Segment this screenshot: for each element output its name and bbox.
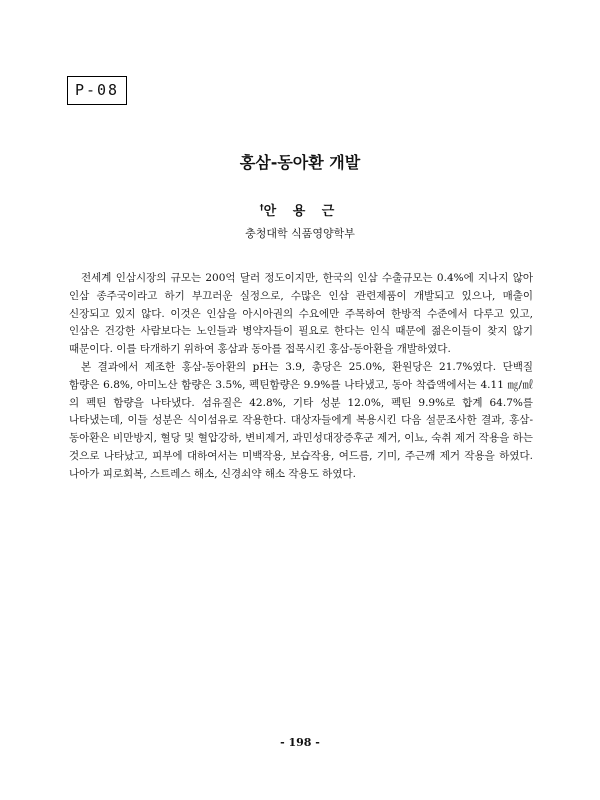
corresponding-author-mark: †: [259, 203, 264, 212]
author-affiliation: 충청대학 식품영양학부: [245, 227, 355, 240]
page-number: - 198 -: [280, 736, 320, 749]
author-name: 안 용 근: [263, 204, 341, 219]
abstract-paragraph-2: 본 결과에서 제조한 홍삼-동아환의 pH는 3.9, 총당은 25.0%, 환원당은 21.7%였다. 단백질 함량은 6.8%, 아미노산 함량은 3.5%, 펙틴함량은 9.9%를 나타냈고, 동아 착즙액에서는 4.11 ㎎/㎖의 펙틴 함량을 나타냈다. 섬유질은 42.8%, 기타 성분 12.0%, 펙틴 9.9%로 합계 64.7%를 나타냈는데, 이들 성분은 식이섬유로 작용한다. 대상자들에게 복용시킨 다음 설문조사한 결과, 홍삼-동아환은 비만방지, 혈당 및 혈압강하, 변비제거, 과민성대장증후군 제거, 이뇨, 숙취 제거 작용을 하는 것으로 나타났고, 피부에 대하여서는 미백작용, 보습작용, 여드름, 기미, 주근깨 제거 작용을 하였다. 나아가 피로회복, 스트레스 해소, 신경쇠약 해소 작용도 하였다.: [69, 360, 533, 480]
author-line: [0, 200, 600, 219]
presentation-code-box: P-08: [67, 76, 127, 105]
abstract-paragraph-1: 전세계 인삼시장의 규모는 200억 달러 정도이지만, 한국의 인삼 수출규모는 0.4%에 지나지 않아 인삼 종주국이라고 하기 부끄러운 실정으로, 수많은 인삼 관련제품이 개발되고 있으나, 매출이 신장되고 있지 않다. 이것은 인삼을 아시아권의 수요에만 주목하여 한방적 수준에서 다루고 있고, 인삼은 건강한 사람보다는 노인들과 병약자들이 필요로 한다는 인식 때문에 젊은이들이 찾지 않기 때문이다. 이를 타개하기 위하여 홍삼과 동아를 접목시킨 홍삼-동아환을 개발하였다.: [69, 272, 533, 356]
paper-title: 홍삼-동아환 개발: [239, 153, 361, 172]
abstract-body: [69, 270, 533, 484]
